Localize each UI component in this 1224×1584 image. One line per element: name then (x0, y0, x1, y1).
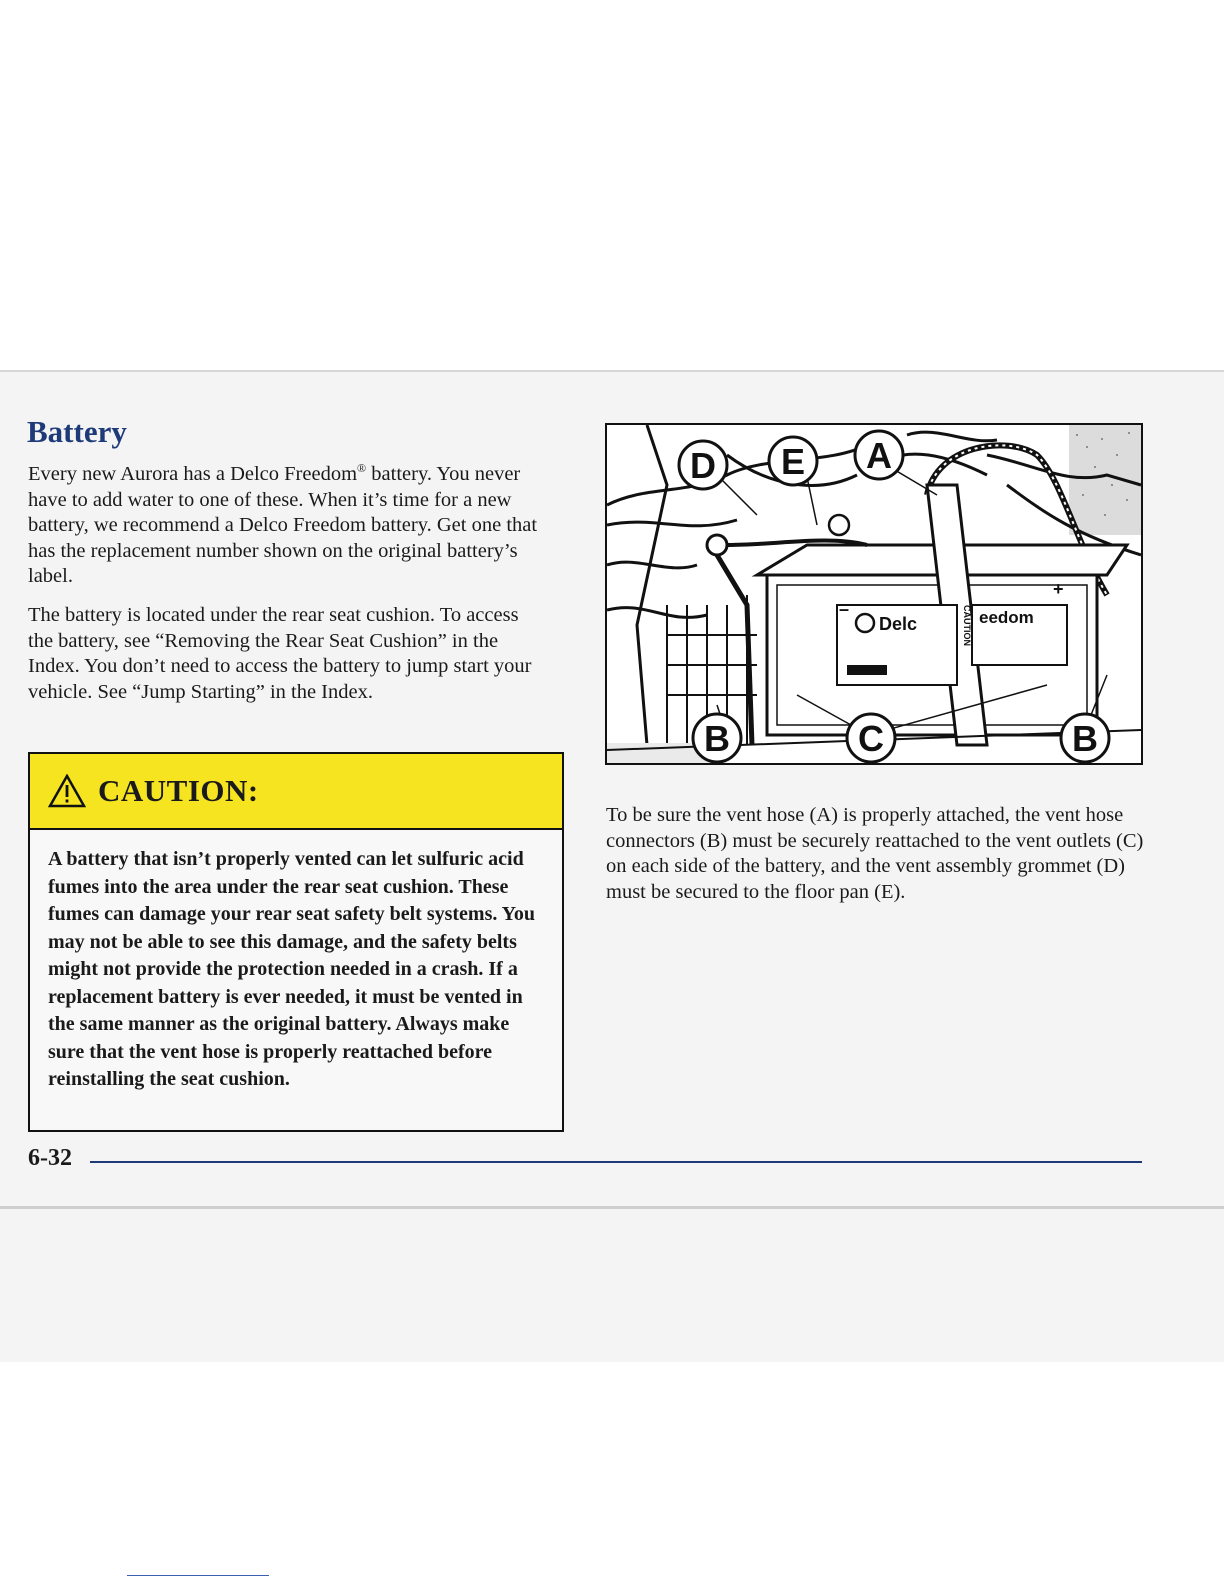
callout-b-right: B (1072, 718, 1098, 759)
intro-text-b: battery. You never have to add water to one of these. When it’s time for a new battery, we recommend a Delco Freedom battery. Get one that has the replacement number shown on the original battery’s label. (28, 463, 538, 587)
callout-c: C (858, 718, 884, 759)
registered-mark: ® (357, 461, 367, 476)
caution-header (30, 754, 562, 830)
page-bottom-edge (0, 1206, 1224, 1209)
intro-paragraph (28, 462, 558, 590)
scan-artifact-line (127, 1575, 269, 1576)
battery-label-brand-right: eedom (979, 608, 1034, 627)
vent-description: To be sure the vent hose (A) is properly attached, the vent hose connectors (B) must be securely reattached to the vent outlets (C) on each side of the battery, and the vent assembly grommet (D) must be secured to the floor pan (E). (606, 804, 1144, 903)
footer-rule (90, 1161, 1142, 1163)
callout-e: E (780, 441, 806, 482)
caution-title: CAUTION: (98, 773, 259, 808)
callout-d: D (690, 445, 716, 486)
battery-diagram (607, 425, 1141, 763)
location-paragraph: The battery is located under the rear seat cushion. To access the battery, see “Removing the Rear Seat Cushion” in the Index. You don’t need to access the battery to jump start your vehicle. See “Jump Starting” in the Index. (28, 604, 532, 703)
warning-triangle-icon (48, 774, 86, 808)
section-heading: Battery (27, 414, 127, 449)
svg-text:–: – (839, 599, 850, 619)
callout-a: A (866, 435, 892, 476)
page-number: 6-32 (28, 1145, 72, 1171)
intro-text-a: Every new Aurora has a Delco Freedom (28, 463, 358, 485)
caution-box (28, 752, 564, 1132)
page-top-edge (0, 370, 1224, 372)
callout-b-left: B (704, 718, 730, 759)
battery-illustration (605, 423, 1143, 765)
svg-text:+: + (1053, 579, 1064, 599)
battery-label-brand-left: Delc (879, 614, 918, 634)
caution-body: A battery that isn’t properly vented can let sulfuric acid fumes into the area under the rear seat cushion. These fumes can damage your rear seat safety belt systems. You may not be able to see this damage, and the safety belts might not provide the protection needed in a crash. If a replacement battery is ever needed, it must be vented in the same manner as the original battery. Always make sure that the vent hose is properly reattached before reinstalling the seat cushion. (48, 848, 535, 1090)
battery-label-caution: CAUTION (962, 605, 972, 646)
